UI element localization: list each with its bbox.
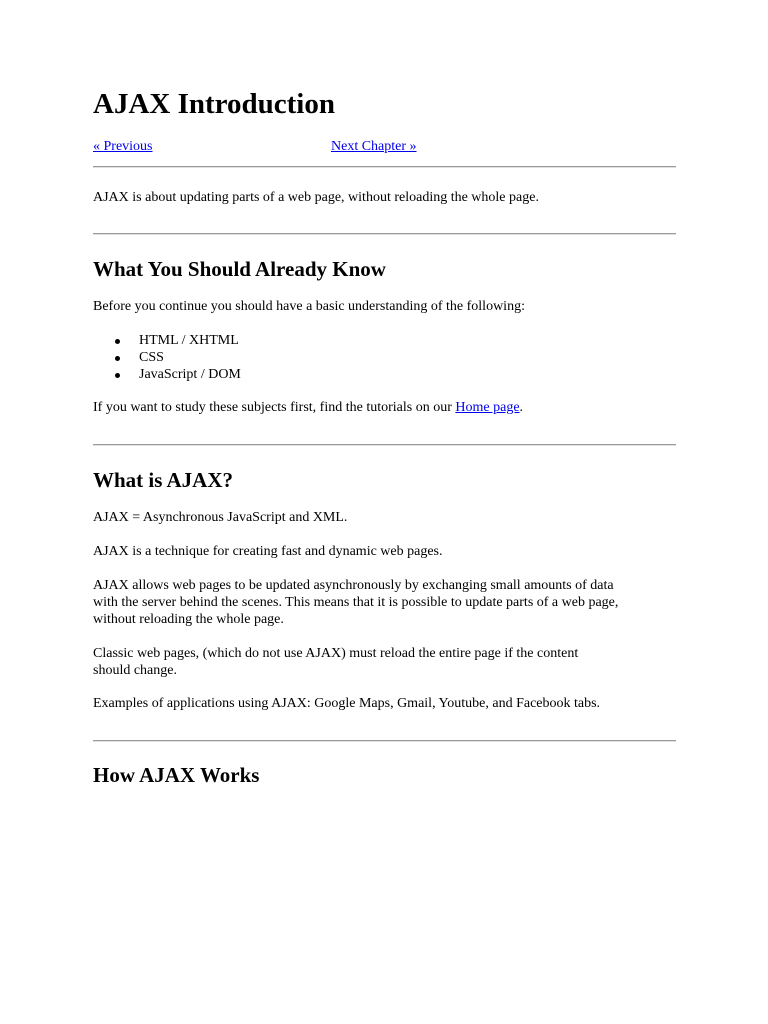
intro-paragraph: AJAX is about updating parts of a web page, without reloading the whole page.	[93, 190, 539, 205]
section-heading-prerequisites: What You Should Already Know	[93, 257, 386, 281]
definition-paragraph: AJAX = Asynchronous JavaScript and XML.	[93, 510, 348, 525]
paragraph-line: Classic web pages, (which do not use AJAX) must reload the entire page if the content	[93, 646, 579, 661]
divider	[93, 166, 676, 168]
list-item	[93, 366, 241, 383]
outro-period: .	[519, 400, 524, 415]
page-title: AJAX Introduction	[93, 88, 335, 120]
paragraph-line: without reloading the whole page.	[93, 612, 284, 627]
technique-paragraph: AJAX is a technique for creating fast and dynamic web pages.	[93, 544, 443, 559]
list-item-label: JavaScript / DOM	[139, 367, 241, 382]
section-heading-what-is-ajax: What is AJAX?	[93, 468, 234, 492]
divider	[93, 233, 676, 235]
examples-paragraph: Examples of applications using AJAX: Google Maps, Gmail, Youtube, and Facebook tabs.	[93, 696, 601, 711]
paragraph-line: should change.	[93, 663, 177, 678]
prerequisites-list	[93, 332, 241, 383]
previous-link[interactable]: « Previous	[93, 139, 153, 154]
paragraph-line: with the server behind the scenes. This means that it is possible to update parts of a web page,	[93, 595, 619, 610]
section-heading-how-ajax-works: How AJAX Works	[93, 763, 260, 787]
prerequisites-lead: Before you continue you should have a basic understanding of the following:	[93, 299, 525, 314]
classic-pages-paragraph	[93, 645, 676, 679]
list-item	[93, 349, 241, 366]
home-page-link[interactable]: Home page	[455, 400, 520, 415]
outro-text: If you want to study these subjects first, find the tutorials on our	[93, 400, 456, 415]
list-item-label: HTML / XHTML	[139, 333, 239, 348]
paragraph-line: AJAX allows web pages to be updated asynchronously by exchanging small amounts of data	[93, 578, 614, 593]
prerequisites-outro	[93, 399, 676, 416]
bullet-icon	[115, 356, 120, 361]
divider	[93, 444, 676, 446]
chapter-navigation	[93, 138, 676, 156]
bullet-icon	[115, 339, 120, 344]
list-item-label: CSS	[139, 350, 164, 365]
list-item	[93, 332, 241, 349]
async-paragraph	[93, 577, 676, 628]
next-chapter-link[interactable]: Next Chapter »	[331, 139, 417, 154]
bullet-icon	[115, 373, 120, 378]
divider	[93, 740, 676, 742]
